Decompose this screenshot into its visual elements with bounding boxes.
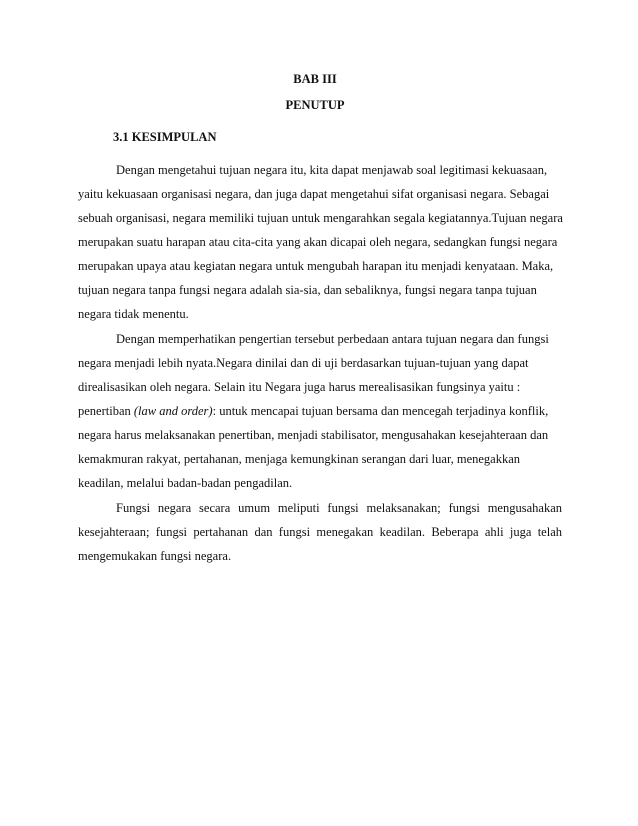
- paragraph-line: yaitu kekuasaan organisasi negara, dan juga dapat mengetahui sifat organisasi negara. Sebagai: [78, 187, 550, 201]
- paragraph-line: merupakan suatu harapan atau cita-cita yang akan dicapai oleh negara, sedangkan fungsi negara: [78, 235, 558, 249]
- paragraph-1: [78, 158, 562, 326]
- paragraph-line: merupakan upaya atau kegiatan negara untuk mengubah harapan itu menjadi kenyataan. Maka,: [78, 259, 554, 273]
- paragraph-line: tujuan negara tanpa fungsi negara adalah sia-sia, dan sebaliknya, fungsi negara tanpa tujuan: [78, 283, 537, 297]
- line-text: penertiban: [78, 404, 134, 418]
- paragraph-line: direalisasikan oleh negara. Selain itu Negara juga harus merealisasikan fungsinya yaitu :: [78, 380, 521, 394]
- paragraph-line: Dengan memperhatikan pengertian tersebut perbedaan antara tujuan negara dan fungsi: [116, 332, 549, 346]
- section-heading: 3.1 KESIMPULAN: [113, 130, 217, 144]
- paragraph-line: negara harus melaksanakan penertiban, menjadi stabilisator, mengusahakan kesejahteraan dan: [78, 428, 549, 442]
- paragraph-line: kemakmuran rakyat, pertahanan, menjaga kemungkinan serangan dari luar, menegakkan: [78, 452, 521, 466]
- paragraph-line: mengemukakan fungsi negara.: [78, 549, 232, 563]
- paragraph-3: [78, 496, 562, 568]
- paragraph-line: kesejahteraan; fungsi pertahanan dan fungsi menegakan keadilan. Beberapa ahli juga telah: [78, 525, 562, 539]
- italic-term: (law and order): [133, 404, 213, 418]
- chapter-label: BAB III: [293, 72, 337, 86]
- paragraph-line: sebuah organisasi, negara memiliki tujuan untuk mengarahkan segala kegiatannya.Tujuan negara: [78, 211, 563, 225]
- paragraph-line: keadilan, melalui badan-badan pengadilan.: [78, 476, 293, 490]
- paragraph-line: Dengan mengetahui tujuan negara itu, kita dapat menjawab soal legitimasi kekuasaan,: [116, 163, 548, 177]
- paragraph-2: [78, 327, 562, 495]
- paragraph-line: [78, 399, 562, 423]
- line-text: : untuk mencapai tujuan bersama dan mencegah terjadinya konflik,: [212, 404, 549, 418]
- paragraph-line: negara menjadi lebih nyata.Negara dinilai dan di uji berdasarkan tujuan-tujuan yang dapat: [78, 356, 529, 370]
- paragraph-line: negara tidak menentu.: [78, 307, 189, 321]
- chapter-title: PENUTUP: [285, 98, 345, 112]
- paragraph-line: Fungsi negara secara umum meliputi fungsi melaksanakan; fungsi mengusahakan: [116, 501, 562, 515]
